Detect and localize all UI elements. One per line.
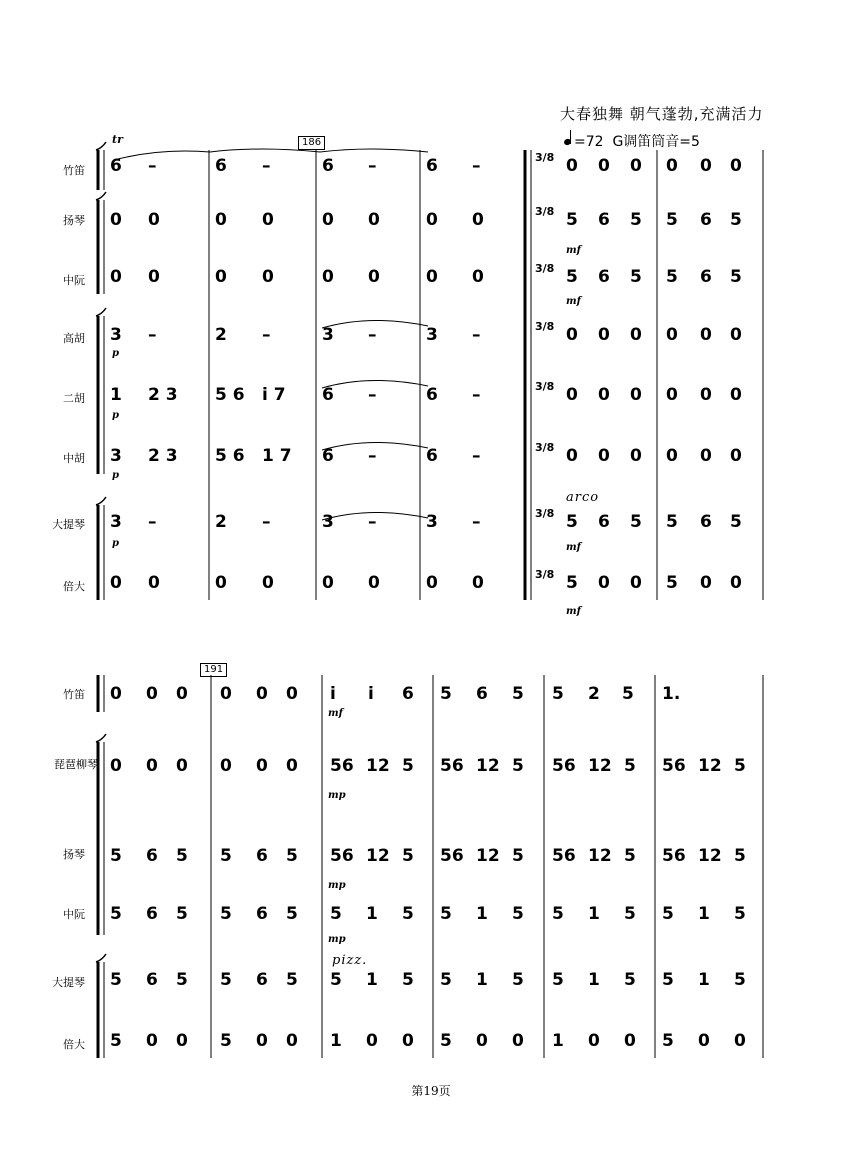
- note-symbol: 5: [512, 970, 524, 990]
- note-symbol: 0: [700, 325, 712, 345]
- arco-mark: arco: [566, 490, 600, 505]
- note-symbol: 5: [662, 1031, 674, 1051]
- note-symbol: 0: [598, 573, 610, 593]
- note-symbol: 5: [624, 904, 636, 924]
- note-symbol: 5: [666, 210, 678, 230]
- note-symbol: 3: [426, 512, 438, 532]
- note-symbol: 5: [734, 970, 746, 990]
- note-symbol: 5: [730, 267, 742, 287]
- note-symbol: 1: [698, 970, 710, 990]
- note-symbol: 0: [366, 1031, 378, 1051]
- note-symbol: 1: [552, 1031, 564, 1051]
- note-symbol: 0: [476, 1031, 488, 1051]
- note-symbol: 56: [330, 846, 354, 866]
- note-symbol: 56: [440, 846, 464, 866]
- note-symbol: –: [472, 156, 481, 176]
- note-symbol: 0: [630, 385, 642, 405]
- note-symbol: 0: [698, 1031, 710, 1051]
- note-symbol: 1: [698, 904, 710, 924]
- note-symbol: 0: [666, 385, 678, 405]
- note-symbol: 3: [322, 512, 334, 532]
- note-symbol: –: [368, 512, 377, 532]
- dynamic-mark: mf: [566, 296, 581, 307]
- note-symbol: 5: [734, 756, 746, 776]
- note-symbol: 5: [662, 970, 674, 990]
- note-symbol: 0: [220, 684, 232, 704]
- note-symbol: 5: [552, 684, 564, 704]
- system2-barlines: [96, 675, 763, 1058]
- note-symbol: 0: [630, 446, 642, 466]
- instrument-label: 竹笛: [63, 164, 85, 177]
- note-symbol: 12: [698, 846, 722, 866]
- dynamic-mark: p: [112, 348, 119, 359]
- note-symbol: 6: [322, 156, 334, 176]
- note-symbol: 0: [566, 156, 578, 176]
- instrument-label: 中胡: [63, 452, 85, 465]
- dynamic-mark: mf: [566, 606, 581, 617]
- page-number: 第19页: [411, 1084, 451, 1098]
- note-symbol: i: [368, 684, 374, 704]
- note-symbol: 6: [598, 210, 610, 230]
- note-symbol: 6: [426, 385, 438, 405]
- tempo-value: =72: [574, 134, 604, 150]
- note-symbol: 6: [215, 156, 227, 176]
- note-symbol: 0: [110, 210, 122, 230]
- note-symbol: 12: [588, 846, 612, 866]
- note-symbol: 5: [176, 846, 188, 866]
- note-symbol: 0: [322, 267, 334, 287]
- note-symbol: 0: [588, 1031, 600, 1051]
- time-signature: 3/8: [535, 151, 555, 164]
- note-symbol: 0: [286, 684, 298, 704]
- note-symbol: 5: [176, 904, 188, 924]
- note-symbol: 5: [666, 512, 678, 532]
- note-symbol: 5: [662, 904, 674, 924]
- note-symbol: 0: [426, 573, 438, 593]
- note-symbol: –: [148, 156, 157, 176]
- note-symbol: 0: [215, 210, 227, 230]
- note-symbol: 5: [730, 210, 742, 230]
- key-signature-text: G调笛筒音=5: [612, 134, 700, 150]
- note-symbol: 0: [215, 267, 227, 287]
- note-symbol: 5: [512, 684, 524, 704]
- note-symbol: 0: [630, 156, 642, 176]
- note-symbol: i: [330, 684, 336, 704]
- note-symbol: 0: [256, 684, 268, 704]
- note-symbol: 5: [730, 512, 742, 532]
- note-symbol: –: [262, 156, 271, 176]
- note-symbol: 5 6: [215, 446, 245, 466]
- note-symbol: 5: [286, 904, 298, 924]
- note-symbol: 0: [176, 756, 188, 776]
- dynamic-mark: mf: [566, 542, 581, 553]
- dynamic-mark: p: [112, 410, 119, 421]
- note-symbol: 2: [588, 684, 600, 704]
- note-symbol: 1: [366, 970, 378, 990]
- pizz-mark: pizz.: [332, 953, 368, 968]
- instrument-label: 中阮: [63, 908, 85, 921]
- note-symbol: 5: [512, 756, 524, 776]
- note-symbol: 0: [322, 210, 334, 230]
- note-symbol: 1: [330, 1031, 342, 1051]
- note-symbol: 6: [256, 970, 268, 990]
- time-signature: 3/8: [535, 507, 555, 520]
- note-symbol: 6: [256, 846, 268, 866]
- instrument-label: 扬琴: [63, 848, 85, 861]
- note-symbol: 5: [330, 970, 342, 990]
- note-symbol: 0: [368, 210, 380, 230]
- note-symbol: 0: [176, 684, 188, 704]
- note-symbol: –: [368, 325, 377, 345]
- rehearsal-mark: 186: [298, 136, 325, 150]
- trill-mark: tr: [112, 133, 123, 146]
- note-symbol: 56: [662, 756, 686, 776]
- time-signature: 3/8: [535, 380, 555, 393]
- note-symbol: 5: [622, 684, 634, 704]
- note-symbol: 0: [566, 385, 578, 405]
- note-symbol: 5: [624, 846, 636, 866]
- note-symbol: 0: [426, 267, 438, 287]
- note-symbol: 12: [588, 756, 612, 776]
- note-symbol: –: [472, 385, 481, 405]
- note-symbol: 0: [176, 1031, 188, 1051]
- note-symbol: 5: [552, 970, 564, 990]
- note-symbol: 0: [630, 573, 642, 593]
- note-symbol: 6: [110, 156, 122, 176]
- dynamic-mark: mf: [328, 708, 343, 719]
- note-symbol: 0: [666, 325, 678, 345]
- note-symbol: 1: [588, 904, 600, 924]
- note-symbol: 0: [148, 267, 160, 287]
- note-symbol: 5: [512, 904, 524, 924]
- note-symbol: 0: [110, 267, 122, 287]
- instrument-label: 中阮: [63, 274, 85, 287]
- instrument-label: 大提琴: [52, 518, 85, 531]
- note-symbol: –: [262, 512, 271, 532]
- note-symbol: 1: [366, 904, 378, 924]
- note-symbol: 5: [512, 846, 524, 866]
- dynamic-mark: mp: [328, 934, 346, 945]
- note-symbol: 6: [146, 846, 158, 866]
- note-symbol: 2: [215, 512, 227, 532]
- note-symbol: 6: [402, 684, 414, 704]
- note-symbol: 0: [598, 325, 610, 345]
- time-signature: 3/8: [535, 568, 555, 581]
- note-symbol: 6: [146, 904, 158, 924]
- note-symbol: 56: [552, 846, 576, 866]
- note-symbol: –: [368, 385, 377, 405]
- note-symbol: 0: [220, 756, 232, 776]
- section-title: 大春独舞 朝气蓬勃,充满活力: [560, 105, 764, 123]
- note-symbol: 0: [426, 210, 438, 230]
- note-symbol: 6: [598, 267, 610, 287]
- note-symbol: 5: [402, 904, 414, 924]
- note-symbol: 5: [566, 573, 578, 593]
- instrument-label: 琵琶柳琴: [54, 758, 98, 771]
- note-symbol: 5: [566, 267, 578, 287]
- note-symbol: 1: [110, 385, 122, 405]
- note-symbol: 5: [666, 573, 678, 593]
- note-symbol: 0: [598, 446, 610, 466]
- note-symbol: 2 3: [148, 385, 178, 405]
- note-symbol: 0: [322, 573, 334, 593]
- dynamic-mark: mp: [328, 880, 346, 891]
- note-symbol: –: [368, 156, 377, 176]
- note-symbol: 12: [366, 846, 390, 866]
- note-symbol: 0: [262, 267, 274, 287]
- note-symbol: 5: [110, 970, 122, 990]
- note-symbol: 12: [698, 756, 722, 776]
- note-symbol: 0: [286, 756, 298, 776]
- note-symbol: 0: [146, 1031, 158, 1051]
- note-symbol: 5: [220, 846, 232, 866]
- note-symbol: –: [472, 446, 481, 466]
- note-symbol: 6: [700, 267, 712, 287]
- instrument-label: 扬琴: [63, 214, 85, 227]
- note-symbol: 5: [630, 267, 642, 287]
- note-symbol: 0: [472, 267, 484, 287]
- note-symbol: 0: [402, 1031, 414, 1051]
- note-symbol: 5: [220, 904, 232, 924]
- note-symbol: 5: [402, 846, 414, 866]
- instrument-label: 倍大: [63, 580, 85, 593]
- time-signature: 3/8: [535, 205, 555, 218]
- note-symbol: 5: [286, 970, 298, 990]
- note-symbol: 5: [666, 267, 678, 287]
- note-symbol: 5: [630, 512, 642, 532]
- note-symbol: 0: [730, 573, 742, 593]
- note-symbol: 0: [262, 210, 274, 230]
- note-symbol: 0: [256, 756, 268, 776]
- note-symbol: 56: [330, 756, 354, 776]
- note-symbol: 5: [624, 970, 636, 990]
- note-symbol: 0: [215, 573, 227, 593]
- note-symbol: 6: [426, 446, 438, 466]
- note-symbol: 0: [700, 385, 712, 405]
- note-symbol: 1: [476, 970, 488, 990]
- note-symbol: 0: [256, 1031, 268, 1051]
- note-symbol: –: [472, 512, 481, 532]
- note-symbol: 0: [146, 756, 158, 776]
- note-symbol: 5: [440, 970, 452, 990]
- note-symbol: 56: [552, 756, 576, 776]
- note-symbol: 0: [148, 573, 160, 593]
- note-symbol: 2 3: [148, 446, 178, 466]
- note-symbol: 0: [110, 756, 122, 776]
- note-symbol: 5: [630, 210, 642, 230]
- note-symbol: 5: [110, 904, 122, 924]
- note-symbol: 5: [734, 846, 746, 866]
- note-symbol: 0: [110, 684, 122, 704]
- note-symbol: 6: [256, 904, 268, 924]
- note-symbol: 5: [566, 512, 578, 532]
- note-symbol: 6: [598, 512, 610, 532]
- note-symbol: 5: [220, 970, 232, 990]
- note-symbol: 5: [110, 846, 122, 866]
- note-symbol: –: [148, 512, 157, 532]
- note-symbol: 1: [476, 904, 488, 924]
- note-symbol: 0: [730, 446, 742, 466]
- note-symbol: 0: [368, 267, 380, 287]
- note-symbol: 0: [472, 210, 484, 230]
- note-symbol: 3: [322, 325, 334, 345]
- note-symbol: 0: [368, 573, 380, 593]
- note-symbol: –: [262, 325, 271, 345]
- instrument-label: 二胡: [63, 392, 85, 405]
- note-symbol: 5: [734, 904, 746, 924]
- time-signature: 3/8: [535, 320, 555, 333]
- note-symbol: 5: [440, 1031, 452, 1051]
- note-symbol: 1: [588, 970, 600, 990]
- note-symbol: 12: [476, 846, 500, 866]
- note-symbol: 5: [440, 684, 452, 704]
- note-symbol: 6: [426, 156, 438, 176]
- note-symbol: 5 6: [215, 385, 245, 405]
- note-symbol: 6: [476, 684, 488, 704]
- note-symbol: 0: [566, 325, 578, 345]
- note-symbol: 0: [286, 1031, 298, 1051]
- note-symbol: 6: [146, 970, 158, 990]
- time-signature: 3/8: [535, 262, 555, 275]
- note-symbol: 12: [366, 756, 390, 776]
- note-symbol: 5: [566, 210, 578, 230]
- note-symbol: 5: [110, 1031, 122, 1051]
- note-symbol: 0: [598, 156, 610, 176]
- note-symbol: 5: [624, 756, 636, 776]
- note-symbol: 3: [110, 325, 122, 345]
- instrument-label: 高胡: [63, 332, 85, 345]
- note-symbol: 5: [176, 970, 188, 990]
- note-symbol: 3: [110, 446, 122, 466]
- dynamic-mark: p: [112, 470, 119, 481]
- note-symbol: 0: [146, 684, 158, 704]
- note-symbol: 0: [666, 446, 678, 466]
- note-symbol: 0: [262, 573, 274, 593]
- dynamic-mark: p: [112, 538, 119, 549]
- note-symbol: 1.: [662, 684, 681, 704]
- dynamic-mark: mf: [566, 245, 581, 256]
- instrument-label: 倍大: [63, 1038, 85, 1051]
- note-symbol: 0: [472, 573, 484, 593]
- note-symbol: 0: [700, 446, 712, 466]
- note-symbol: –: [148, 325, 157, 345]
- note-symbol: 5: [552, 904, 564, 924]
- note-symbol: 1 7: [262, 446, 292, 466]
- note-symbol: 0: [148, 210, 160, 230]
- instrument-label: 竹笛: [63, 688, 85, 701]
- note-symbol: 0: [730, 385, 742, 405]
- note-symbol: 5: [286, 846, 298, 866]
- time-signature: 3/8: [535, 441, 555, 454]
- note-symbol: 6: [322, 385, 334, 405]
- note-symbol: 0: [700, 156, 712, 176]
- note-symbol: 5: [402, 756, 414, 776]
- note-symbol: 0: [730, 156, 742, 176]
- note-symbol: –: [368, 446, 377, 466]
- note-symbol: 0: [730, 325, 742, 345]
- note-symbol: 0: [110, 573, 122, 593]
- note-symbol: 12: [476, 756, 500, 776]
- note-symbol: 2: [215, 325, 227, 345]
- note-symbol: 0: [512, 1031, 524, 1051]
- note-symbol: 0: [566, 446, 578, 466]
- note-symbol: 5: [440, 904, 452, 924]
- note-symbol: –: [472, 325, 481, 345]
- note-symbol: 6: [700, 512, 712, 532]
- note-symbol: 0: [734, 1031, 746, 1051]
- note-symbol: i 7: [262, 385, 286, 405]
- note-symbol: 0: [630, 325, 642, 345]
- note-symbol: 0: [666, 156, 678, 176]
- note-symbol: 5: [220, 1031, 232, 1051]
- note-symbol: 5: [330, 904, 342, 924]
- note-symbol: 6: [322, 446, 334, 466]
- dynamic-mark: mp: [328, 790, 346, 801]
- note-symbol: 3: [426, 325, 438, 345]
- note-symbol: 56: [662, 846, 686, 866]
- note-symbol: 0: [598, 385, 610, 405]
- note-symbol: 6: [700, 210, 712, 230]
- instrument-label: 大提琴: [52, 976, 85, 989]
- note-symbol: 56: [440, 756, 464, 776]
- note-symbol: 0: [624, 1031, 636, 1051]
- note-symbol: 0: [700, 573, 712, 593]
- rehearsal-mark: 191: [200, 663, 227, 677]
- note-symbol: 5: [402, 970, 414, 990]
- note-symbol: 3: [110, 512, 122, 532]
